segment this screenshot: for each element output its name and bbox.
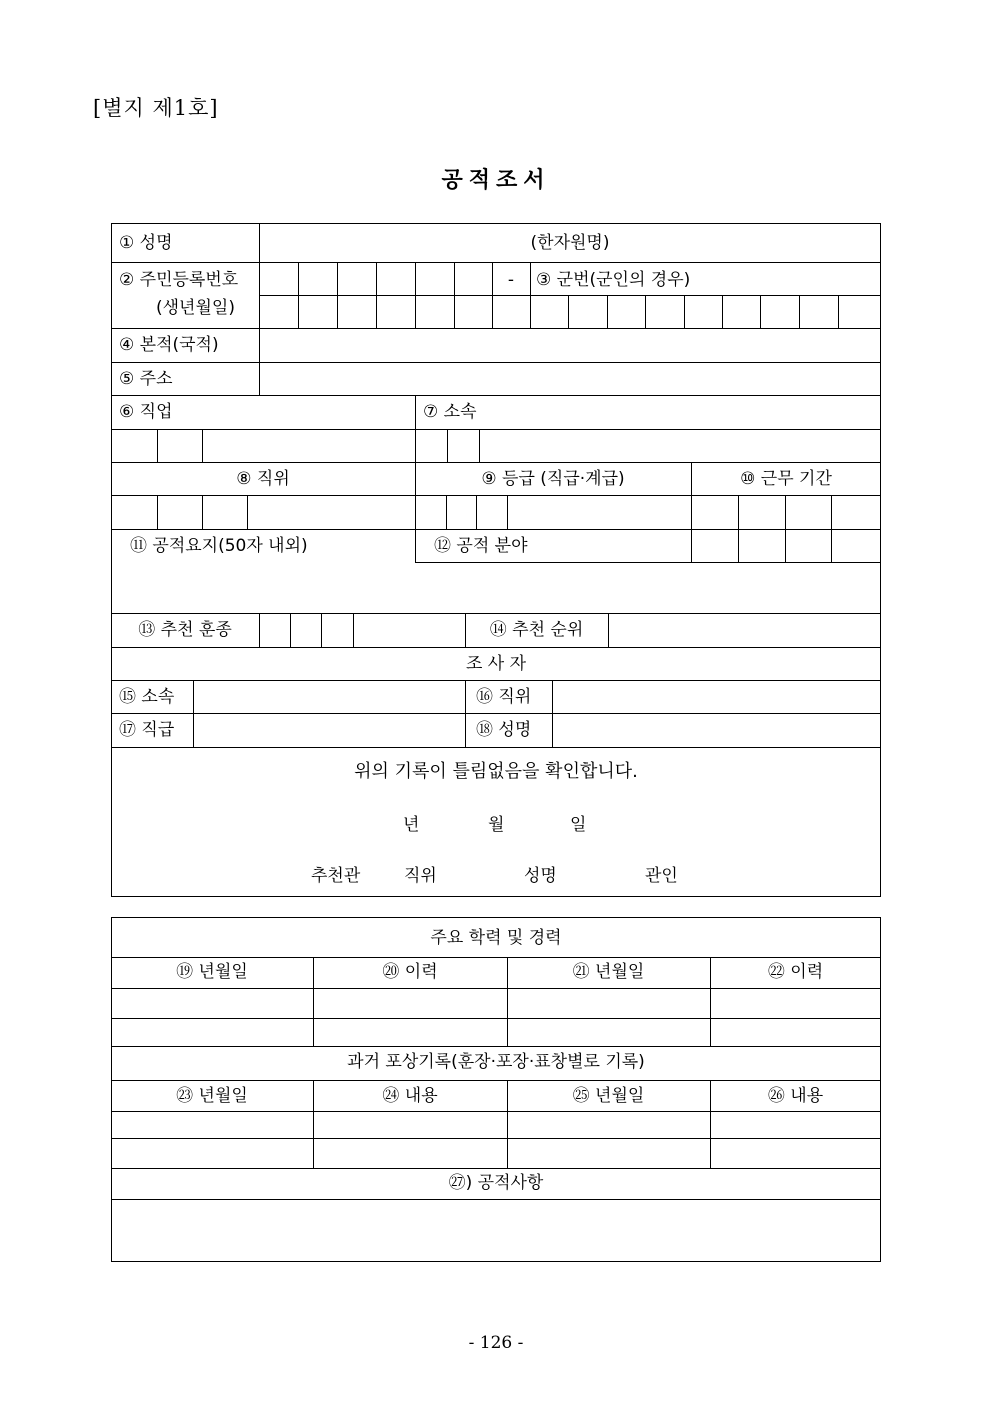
table-rule: [684, 295, 685, 328]
table-rule: [111, 713, 881, 714]
recommender-name-label: 성명: [524, 866, 557, 886]
name-label: ① 성명: [119, 233, 173, 253]
rrn-dash: -: [507, 270, 515, 290]
table-rule: [568, 295, 569, 328]
date-year: 년: [403, 815, 420, 835]
merit-field-label: ⑫ 공적 분야: [434, 536, 528, 556]
date-month: 월: [488, 815, 505, 835]
address-label: ⑤ 주소: [119, 369, 173, 389]
table-rule: [111, 747, 881, 748]
table-rule: [202, 429, 203, 462]
grade-label: ⑨ 등급 (직급·계급): [481, 469, 625, 489]
table-rule: [552, 680, 553, 747]
table-rule: [738, 495, 739, 562]
career-section-title: 주요 학력 및 경력: [430, 928, 562, 948]
table-rule: [111, 328, 881, 329]
table-rule: [247, 495, 248, 529]
career-header-date-2: ㉑ 년월일: [572, 962, 645, 982]
service-period-label: ⑩ 근무 기간: [740, 469, 832, 489]
page-number: - 126 -: [468, 1333, 524, 1353]
table-rule: [838, 295, 839, 328]
awards-header-content-2: ㉖ 내용: [767, 1086, 824, 1106]
recommended-decoration-label: ⑬ 추천 훈종: [138, 620, 232, 640]
table-rule: [111, 1080, 881, 1081]
job-label: ⑥ 직업: [119, 402, 173, 422]
date-day: 일: [570, 815, 587, 835]
table-rule: [111, 957, 881, 958]
table-rule: [376, 262, 377, 328]
investigator-name-label: ⑱ 성명: [476, 720, 532, 740]
table-rule: [157, 429, 158, 462]
career-header-history-2: ㉒ 이력: [767, 962, 824, 982]
career-header-history-1: ⑳ 이력: [382, 962, 438, 982]
table-rule: [446, 495, 447, 529]
service-number-label: ③ 군번(군인의 경우): [536, 270, 691, 290]
table-rule: [415, 395, 416, 462]
table-rule: [353, 613, 354, 647]
table-rule: [111, 988, 881, 989]
table-rule: [298, 262, 299, 328]
table-rule: [447, 429, 448, 462]
table-rule: [259, 295, 881, 296]
position-label: ⑧ 직위: [236, 469, 290, 489]
recommender-position-label: 직위: [404, 866, 437, 886]
table-rule: [415, 562, 881, 563]
recommender-label: 추천관: [311, 866, 361, 886]
document-title: 공적조서: [441, 168, 551, 193]
domicile-label: ④ 본적(국적): [119, 335, 219, 355]
table-rule: [259, 613, 260, 647]
table-rule: [476, 495, 477, 529]
awards-header-content-1: ㉔ 내용: [382, 1086, 438, 1106]
table-rule: [337, 262, 338, 328]
table-rule: [507, 495, 508, 529]
investigator-grade-label: ⑰ 직급: [119, 720, 175, 740]
confirmation-text: 위의 기록이 틀림없음을 확인합니다.: [354, 761, 638, 782]
table-rule: [111, 362, 881, 363]
table-rule: [111, 1138, 881, 1139]
recommendation-rank-label: ⑭ 추천 순위: [489, 620, 584, 640]
rrn-label: ② 주민등록번호: [119, 270, 239, 290]
table-rule: [415, 262, 416, 328]
table-rule: [202, 495, 203, 529]
table-rule: [111, 647, 881, 648]
table-rule: [785, 495, 786, 562]
form-number-label: [별지 제1호]: [93, 96, 219, 120]
investigator-position-label: ⑯ 직위: [476, 687, 532, 707]
investigator-header: 조 사 자: [465, 654, 527, 674]
table-rule: [111, 262, 881, 263]
merit-record-form: [111, 223, 881, 897]
birthdate-label: (생년월일): [156, 298, 235, 318]
table-rule: [454, 262, 455, 328]
table-rule: [111, 1046, 881, 1047]
table-rule: [157, 495, 158, 529]
awards-section-title: 과거 포상기록(훈장·포장·표창별로 기록): [347, 1052, 645, 1072]
table-rule: [530, 262, 531, 328]
hanja-name-label: (한자원명): [530, 233, 610, 253]
table-rule: [799, 295, 800, 328]
table-rule: [111, 613, 881, 614]
table-rule: [607, 295, 608, 328]
table-rule: [111, 1168, 881, 1169]
table-rule: [111, 680, 881, 681]
table-rule: [193, 680, 194, 747]
table-rule: [111, 462, 881, 463]
table-rule: [645, 295, 646, 328]
table-rule: [111, 1199, 881, 1200]
affiliation-label: ⑦ 소속: [423, 402, 477, 422]
table-rule: [290, 613, 291, 647]
awards-header-date-1: ㉓ 년월일: [176, 1086, 248, 1106]
table-rule: [111, 429, 881, 430]
official-seal-label: 관인: [645, 866, 678, 886]
investigator-affiliation-label: ⑮ 소속: [119, 687, 175, 707]
table-rule: [111, 1018, 881, 1019]
merits-section-title: ㉗) 공적사항: [448, 1173, 544, 1193]
merit-summary-label: ⑪ 공적요지(50자 내외): [130, 536, 308, 556]
table-rule: [111, 495, 881, 496]
table-rule: [831, 495, 832, 562]
table-rule: [465, 680, 466, 747]
table-rule: [722, 295, 723, 328]
table-rule: [608, 613, 609, 647]
table-rule: [760, 295, 761, 328]
career-header-date-1: ⑲ 년월일: [176, 962, 248, 982]
table-rule: [111, 395, 881, 396]
table-rule: [111, 1111, 881, 1112]
table-rule: [111, 529, 881, 530]
table-rule: [321, 613, 322, 647]
awards-header-date-2: ㉕ 년월일: [572, 1086, 645, 1106]
table-rule: [479, 429, 480, 462]
